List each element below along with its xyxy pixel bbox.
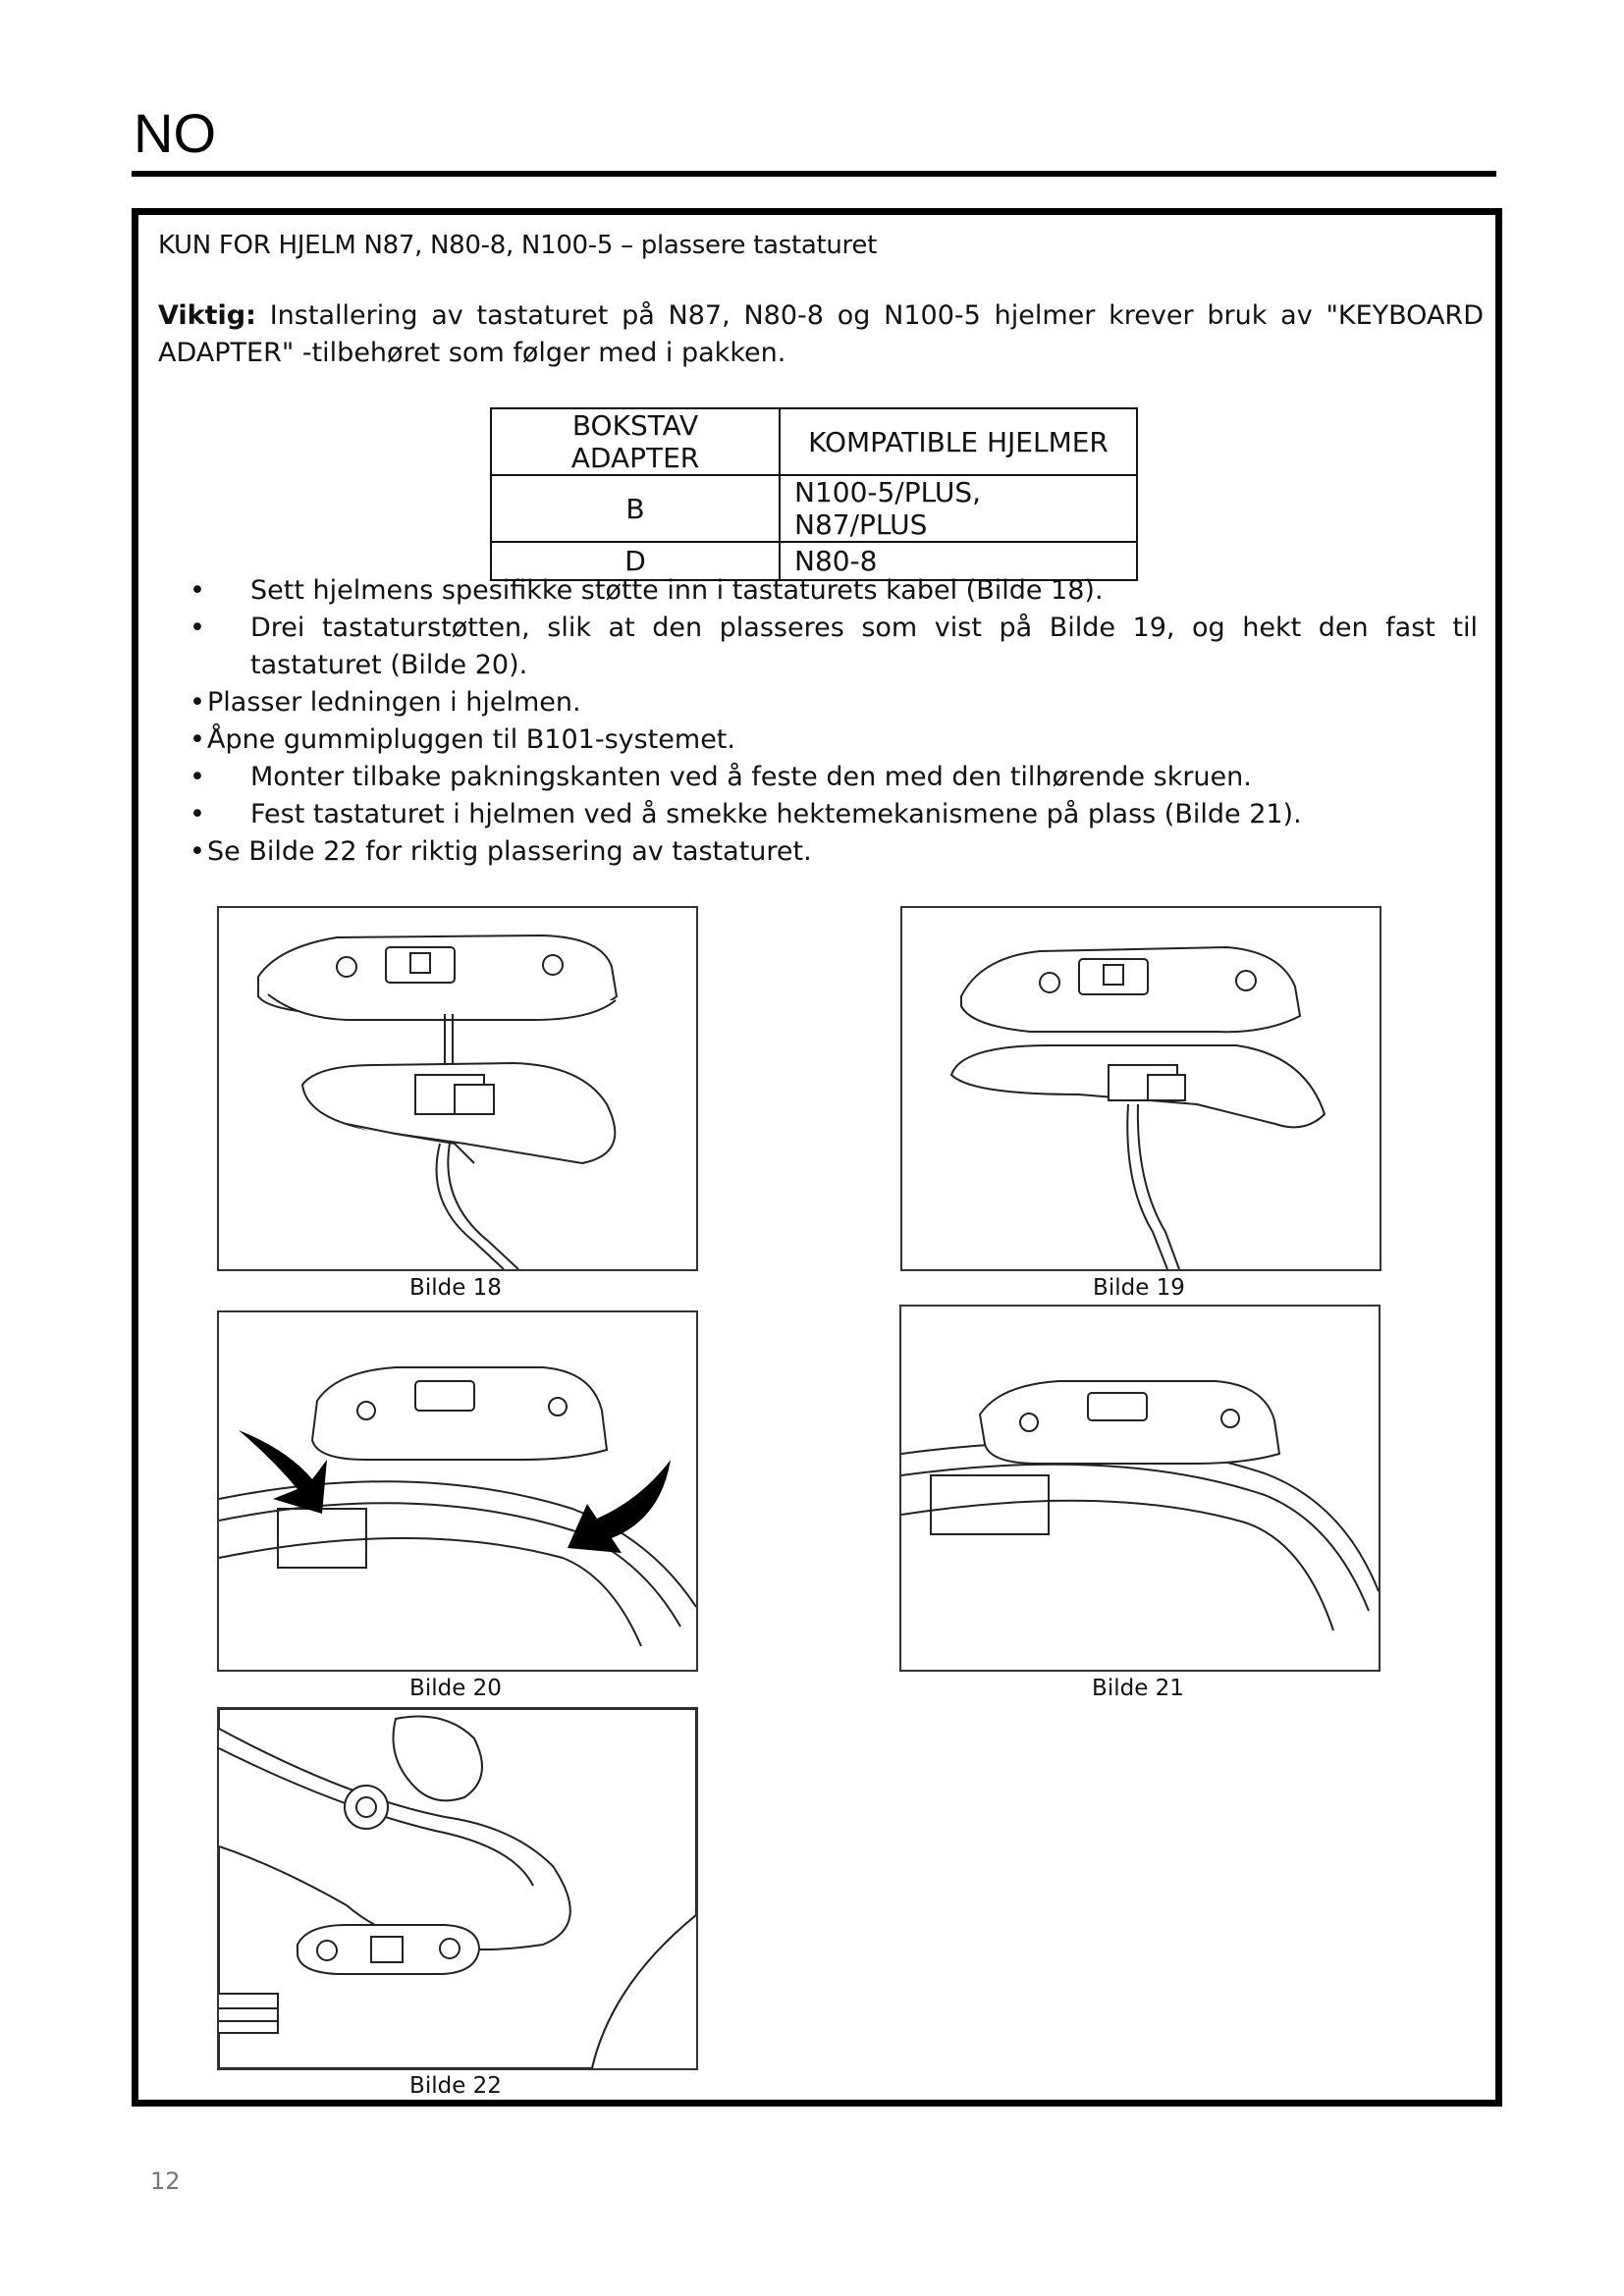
table-header-letter: BOKSTAV ADAPTER bbox=[491, 408, 780, 475]
list-item: • Åpne gummipluggen til B101-systemet. bbox=[172, 721, 1478, 759]
list-item: • Se Bilde 22 for riktig plassering av tastaturet. bbox=[172, 833, 1478, 871]
important-note bbox=[158, 297, 1484, 372]
figure-22 bbox=[217, 1707, 698, 2070]
important-text: Installering av tastaturet på N87, N80-8 og N100-5 hjelmer krever bruk av "KEYBOARD ADAPTER" -tilbehøret som følger med i pakken. bbox=[158, 300, 1484, 368]
table-cell: N80-8 bbox=[780, 542, 1137, 580]
step-list bbox=[172, 572, 1478, 871]
table-cell: N100-5/PLUS, N87/PLUS bbox=[780, 475, 1137, 542]
figure-21-caption: Bilde 21 bbox=[1092, 1676, 1184, 1701]
table-cell: D bbox=[491, 542, 780, 580]
table-cell: B bbox=[491, 475, 780, 542]
figure-20 bbox=[217, 1310, 698, 1672]
page-number: 12 bbox=[150, 2167, 181, 2195]
keyboard-on-helmet-arrows-icon bbox=[219, 1312, 696, 1670]
figure-22-caption: Bilde 22 bbox=[409, 2073, 502, 2099]
list-item: • Monter tilbake pakningskanten ved å feste den med den tilhørende skruen. bbox=[172, 759, 1478, 796]
language-code: NO bbox=[134, 102, 216, 164]
table-header-helmets: KOMPATIBLE HJELMER bbox=[780, 408, 1137, 475]
figure-18-caption: Bilde 18 bbox=[409, 1275, 502, 1301]
figure-19-caption: Bilde 19 bbox=[1093, 1275, 1185, 1301]
figure-19 bbox=[900, 906, 1381, 1271]
list-item: • Drei tastaturstøtten, slik at den plasseres som vist på Bilde 19, og hekt den fast til tastaturet (Bilde 20). bbox=[172, 610, 1478, 684]
keyboard-position-on-helmet-icon bbox=[219, 1709, 696, 2068]
table-header-row bbox=[491, 408, 1137, 475]
figure-18 bbox=[217, 906, 698, 1271]
figure-21 bbox=[899, 1305, 1380, 1672]
keyboard-clipped-on-helmet-icon bbox=[901, 1307, 1379, 1670]
keyboard-support-separate-icon bbox=[219, 908, 696, 1269]
table-row bbox=[491, 475, 1137, 542]
adapter-table bbox=[490, 407, 1138, 581]
list-item: • Fest tastaturet i hjelmen ved å smekke hektemekanismene på plass (Bilde 21). bbox=[172, 796, 1478, 833]
list-item: • Plasser ledningen i hjelmen. bbox=[172, 684, 1478, 721]
keyboard-support-rotated-icon bbox=[902, 908, 1380, 1269]
list-item: • Sett hjelmens spesifikke støtte inn i tastaturets kabel (Bilde 18). bbox=[172, 572, 1478, 610]
figure-20-caption: Bilde 20 bbox=[409, 1676, 502, 1701]
instruction-box bbox=[132, 208, 1502, 2107]
header-rule bbox=[132, 171, 1496, 177]
section-title: KUN FOR HJELM N87, N80-8, N100-5 – plassere tastaturet bbox=[158, 231, 877, 260]
important-label: Viktig: bbox=[158, 300, 256, 331]
